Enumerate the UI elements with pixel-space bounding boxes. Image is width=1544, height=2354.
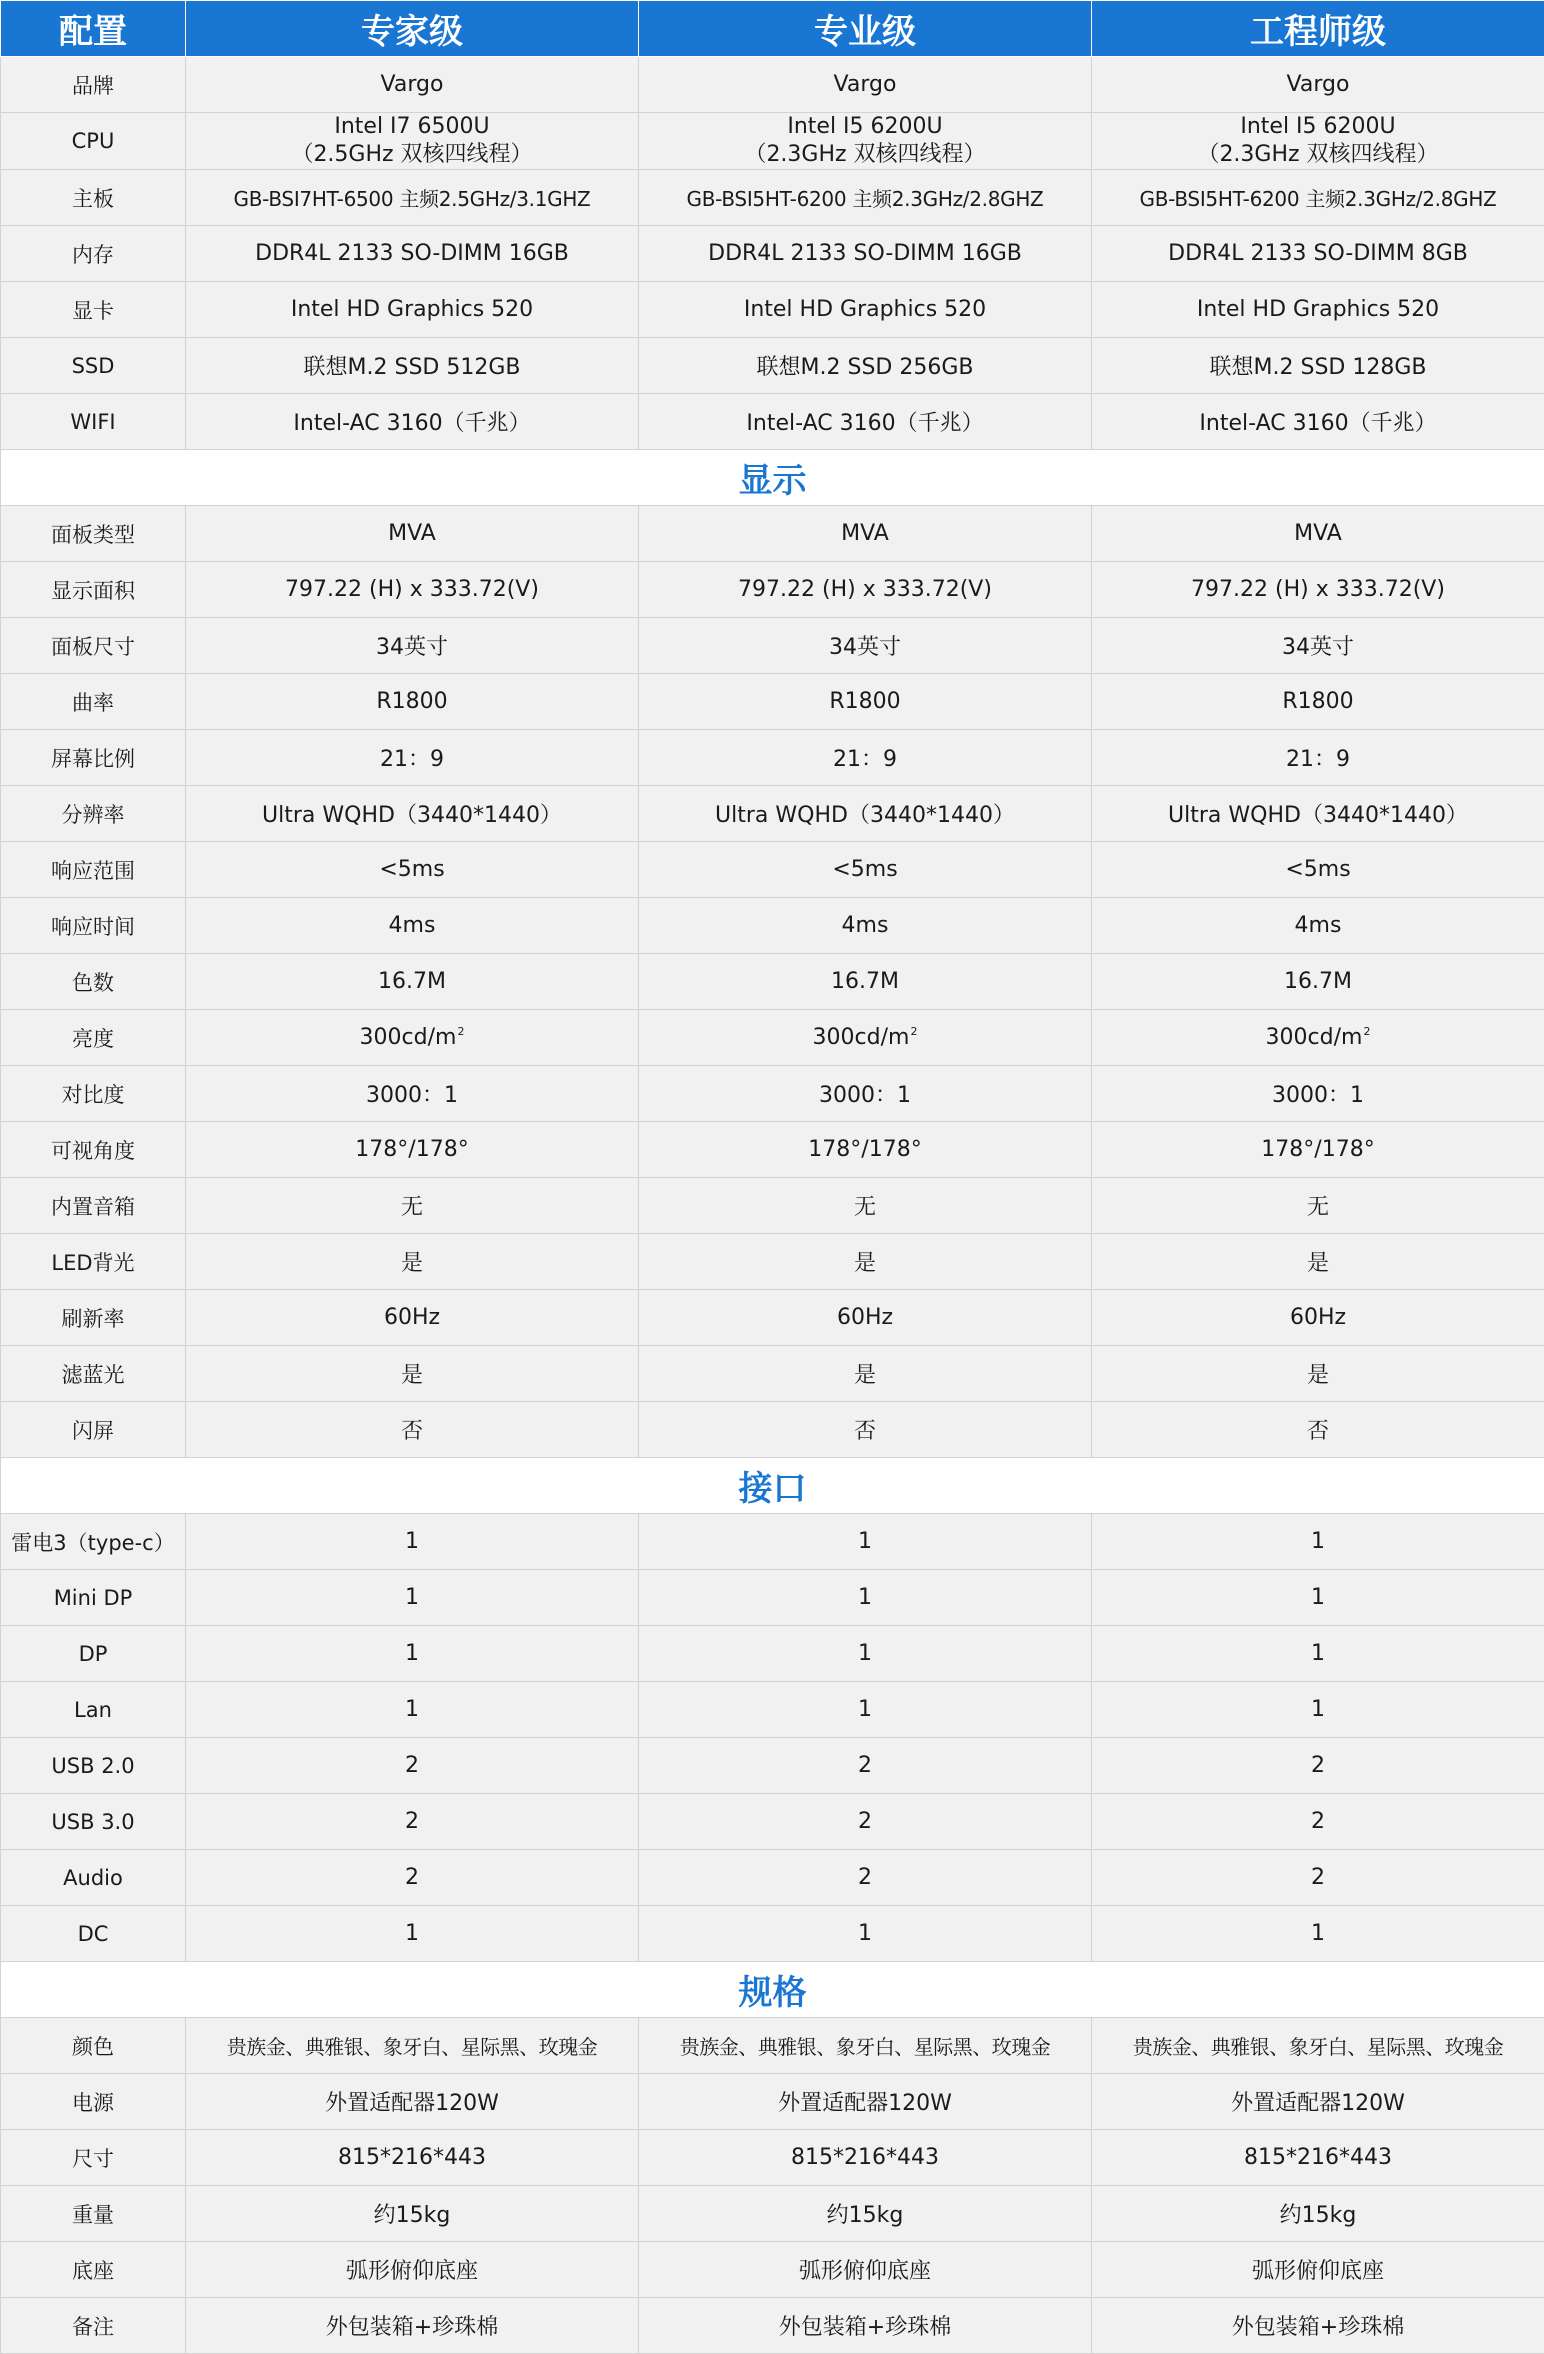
table-row bbox=[1, 1290, 1544, 1346]
value-cell: Vargo bbox=[186, 57, 639, 113]
row-label: Lan bbox=[1, 1682, 186, 1738]
header-tier-professional: 专业级 bbox=[639, 1, 1092, 57]
row-label: 分辨率 bbox=[1, 786, 186, 842]
value-cell bbox=[186, 1010, 639, 1066]
row-label: 滤蓝光 bbox=[1, 1346, 186, 1402]
row-label: DP bbox=[1, 1626, 186, 1682]
value-cell: 178°/178° bbox=[186, 1122, 639, 1178]
table-row bbox=[1, 1010, 1544, 1066]
value-cell bbox=[186, 113, 639, 170]
value-cell: 178°/178° bbox=[639, 1122, 1092, 1178]
value-cell: 否 bbox=[1092, 1402, 1544, 1458]
table-row bbox=[1, 394, 1544, 450]
value-cell: 外包装箱+珍珠棉 bbox=[186, 2298, 639, 2354]
value-cell: <5ms bbox=[639, 842, 1092, 898]
table-row bbox=[1, 2242, 1544, 2298]
header-config: 配置 bbox=[1, 1, 186, 57]
value-cell: DDR4L 2133 SO-DIMM 16GB bbox=[639, 226, 1092, 282]
value-cell: 3000：1 bbox=[1092, 1066, 1544, 1122]
row-label: WIFI bbox=[1, 394, 186, 450]
value-cell: Intel-AC 3160（千兆） bbox=[1092, 394, 1544, 450]
value-line: （2.5GHz 双核四线程） bbox=[188, 141, 636, 169]
value-cell: 1 bbox=[639, 1626, 1092, 1682]
value-cell: 2 bbox=[1092, 1738, 1544, 1794]
value-cell: 1 bbox=[186, 1570, 639, 1626]
unit-superscript: 2 bbox=[1363, 1025, 1370, 1038]
row-label: 响应范围 bbox=[1, 842, 186, 898]
row-label: 曲率 bbox=[1, 674, 186, 730]
value-cell: 60Hz bbox=[639, 1290, 1092, 1346]
row-label: 重量 bbox=[1, 2186, 186, 2242]
value-cell: 否 bbox=[639, 1402, 1092, 1458]
table-row bbox=[1, 506, 1544, 562]
row-label: 对比度 bbox=[1, 1066, 186, 1122]
row-label: 颜色 bbox=[1, 2018, 186, 2074]
value-cell: 是 bbox=[639, 1346, 1092, 1402]
table-row bbox=[1, 786, 1544, 842]
value-cell: DDR4L 2133 SO-DIMM 8GB bbox=[1092, 226, 1544, 282]
row-label: 备注 bbox=[1, 2298, 186, 2354]
table-row bbox=[1, 226, 1544, 282]
value-cell: 1 bbox=[639, 1682, 1092, 1738]
value-cell: 1 bbox=[1092, 1570, 1544, 1626]
table-row bbox=[1, 842, 1544, 898]
section-header-row bbox=[1, 450, 1544, 506]
value-cell: 1 bbox=[1092, 1682, 1544, 1738]
row-label: 闪屏 bbox=[1, 1402, 186, 1458]
value-cell: 2 bbox=[1092, 1850, 1544, 1906]
value-cell: 1 bbox=[186, 1906, 639, 1962]
row-label: Mini DP bbox=[1, 1570, 186, 1626]
table-row bbox=[1, 2074, 1544, 2130]
table-row bbox=[1, 1346, 1544, 1402]
value-cell: 797.22 (H) x 333.72(V) bbox=[639, 562, 1092, 618]
row-label: USB 2.0 bbox=[1, 1738, 186, 1794]
value-cell: 21：9 bbox=[186, 730, 639, 786]
value-cell: 815*216*443 bbox=[639, 2130, 1092, 2186]
value-cell: GB-BSI7HT-6500 主频2.5GHz/3.1GHZ bbox=[186, 170, 639, 226]
value-cell: Intel HD Graphics 520 bbox=[639, 282, 1092, 338]
table-row bbox=[1, 170, 1544, 226]
value-cell: R1800 bbox=[639, 674, 1092, 730]
value-cell: 联想M.2 SSD 512GB bbox=[186, 338, 639, 394]
value-cell: MVA bbox=[639, 506, 1092, 562]
value-cell: 797.22 (H) x 333.72(V) bbox=[186, 562, 639, 618]
value-cell: 是 bbox=[639, 1234, 1092, 1290]
row-label: CPU bbox=[1, 113, 186, 170]
value-cell: 34英寸 bbox=[186, 618, 639, 674]
row-label: 可视角度 bbox=[1, 1122, 186, 1178]
value-cell: 约15kg bbox=[186, 2186, 639, 2242]
value-cell: 1 bbox=[1092, 1626, 1544, 1682]
value-cell: Intel HD Graphics 520 bbox=[186, 282, 639, 338]
value-cell: 是 bbox=[1092, 1346, 1544, 1402]
value-cell: 2 bbox=[186, 1738, 639, 1794]
value-cell: 2 bbox=[639, 1850, 1092, 1906]
row-label: 亮度 bbox=[1, 1010, 186, 1066]
value-text: 300cd/m bbox=[813, 1025, 910, 1050]
table-row bbox=[1, 2186, 1544, 2242]
table-row bbox=[1, 2130, 1544, 2186]
table-row bbox=[1, 1178, 1544, 1234]
row-label: 内置音箱 bbox=[1, 1178, 186, 1234]
table-row bbox=[1, 1402, 1544, 1458]
value-cell: 2 bbox=[639, 1794, 1092, 1850]
value-cell bbox=[639, 113, 1092, 170]
value-cell: R1800 bbox=[186, 674, 639, 730]
value-cell: Intel-AC 3160（千兆） bbox=[186, 394, 639, 450]
value-text: 300cd/m bbox=[1266, 1025, 1363, 1050]
value-cell: 约15kg bbox=[1092, 2186, 1544, 2242]
section-title: 接口 bbox=[1, 1458, 1544, 1514]
table-row bbox=[1, 1682, 1544, 1738]
value-cell: 3000：1 bbox=[186, 1066, 639, 1122]
value-cell: 815*216*443 bbox=[1092, 2130, 1544, 2186]
row-label: LED背光 bbox=[1, 1234, 186, 1290]
value-cell: <5ms bbox=[186, 842, 639, 898]
value-cell: 贵族金、典雅银、象牙白、星际黑、玫瑰金 bbox=[1092, 2018, 1544, 2074]
value-line: Intel I5 6200U bbox=[1094, 113, 1542, 141]
value-cell: 1 bbox=[639, 1906, 1092, 1962]
value-cell: 34英寸 bbox=[1092, 618, 1544, 674]
value-cell: 外置适配器120W bbox=[1092, 2074, 1544, 2130]
row-label: 雷电3（type-c） bbox=[1, 1514, 186, 1570]
value-cell: 60Hz bbox=[186, 1290, 639, 1346]
table-row bbox=[1, 1122, 1544, 1178]
table-row bbox=[1, 1906, 1544, 1962]
table-body bbox=[1, 57, 1544, 2354]
value-cell: 16.7M bbox=[186, 954, 639, 1010]
header-tier-expert: 专家级 bbox=[186, 1, 639, 57]
value-cell: 21：9 bbox=[1092, 730, 1544, 786]
value-cell: GB-BSI5HT-6200 主频2.3GHz/2.8GHZ bbox=[639, 170, 1092, 226]
value-cell: 1 bbox=[186, 1514, 639, 1570]
row-label: Audio bbox=[1, 1850, 186, 1906]
value-cell: 1 bbox=[186, 1626, 639, 1682]
value-cell: 178°/178° bbox=[1092, 1122, 1544, 1178]
value-cell: 16.7M bbox=[1092, 954, 1544, 1010]
row-label: 响应时间 bbox=[1, 898, 186, 954]
value-cell: 是 bbox=[186, 1234, 639, 1290]
table-row bbox=[1, 1234, 1544, 1290]
value-cell: Ultra WQHD（3440*1440） bbox=[186, 786, 639, 842]
header-tier-engineer: 工程师级 bbox=[1092, 1, 1544, 57]
row-label: 主板 bbox=[1, 170, 186, 226]
value-cell: 21：9 bbox=[639, 730, 1092, 786]
row-label: 面板尺寸 bbox=[1, 618, 186, 674]
value-cell: 34英寸 bbox=[639, 618, 1092, 674]
value-cell: 是 bbox=[186, 1346, 639, 1402]
unit-superscript: 2 bbox=[457, 1025, 464, 1038]
section-header-row bbox=[1, 1458, 1544, 1514]
table-row bbox=[1, 57, 1544, 113]
table-row bbox=[1, 1738, 1544, 1794]
table-row bbox=[1, 1066, 1544, 1122]
row-label: 显卡 bbox=[1, 282, 186, 338]
value-cell: 16.7M bbox=[639, 954, 1092, 1010]
value-cell: 1 bbox=[639, 1514, 1092, 1570]
value-cell: Vargo bbox=[1092, 57, 1544, 113]
value-cell: Vargo bbox=[639, 57, 1092, 113]
value-cell: 无 bbox=[186, 1178, 639, 1234]
section-title: 显示 bbox=[1, 450, 1544, 506]
row-label: 刷新率 bbox=[1, 1290, 186, 1346]
value-cell: 1 bbox=[186, 1682, 639, 1738]
row-label: 面板类型 bbox=[1, 506, 186, 562]
value-cell: Intel-AC 3160（千兆） bbox=[639, 394, 1092, 450]
value-cell: 贵族金、典雅银、象牙白、星际黑、玫瑰金 bbox=[186, 2018, 639, 2074]
value-cell: 1 bbox=[639, 1570, 1092, 1626]
row-label: USB 3.0 bbox=[1, 1794, 186, 1850]
table-row bbox=[1, 954, 1544, 1010]
table-row bbox=[1, 1626, 1544, 1682]
table-row bbox=[1, 338, 1544, 394]
table-row bbox=[1, 1850, 1544, 1906]
value-cell: 2 bbox=[186, 1850, 639, 1906]
value-cell: 约15kg bbox=[639, 2186, 1092, 2242]
value-cell: MVA bbox=[186, 506, 639, 562]
value-cell: 797.22 (H) x 333.72(V) bbox=[1092, 562, 1544, 618]
table-row bbox=[1, 562, 1544, 618]
row-label: 内存 bbox=[1, 226, 186, 282]
value-cell: MVA bbox=[1092, 506, 1544, 562]
value-cell: 外置适配器120W bbox=[186, 2074, 639, 2130]
value-cell: 外包装箱+珍珠棉 bbox=[1092, 2298, 1544, 2354]
table-row bbox=[1, 113, 1544, 170]
table-row bbox=[1, 730, 1544, 786]
value-cell: 1 bbox=[1092, 1514, 1544, 1570]
row-label: 色数 bbox=[1, 954, 186, 1010]
value-cell: 弧形俯仰底座 bbox=[639, 2242, 1092, 2298]
row-label: 显示面积 bbox=[1, 562, 186, 618]
value-cell bbox=[1092, 113, 1544, 170]
value-line: Intel I7 6500U bbox=[188, 113, 636, 141]
value-cell: DDR4L 2133 SO-DIMM 16GB bbox=[186, 226, 639, 282]
value-cell: 2 bbox=[1092, 1794, 1544, 1850]
table-row bbox=[1, 674, 1544, 730]
value-line: （2.3GHz 双核四线程） bbox=[641, 141, 1089, 169]
value-cell: 外置适配器120W bbox=[639, 2074, 1092, 2130]
value-cell: GB-BSI5HT-6200 主频2.3GHz/2.8GHZ bbox=[1092, 170, 1544, 226]
table-row bbox=[1, 2018, 1544, 2074]
table-row bbox=[1, 1794, 1544, 1850]
section-header-row bbox=[1, 1962, 1544, 2018]
value-text: 300cd/m bbox=[360, 1025, 457, 1050]
value-cell: 2 bbox=[186, 1794, 639, 1850]
value-cell: <5ms bbox=[1092, 842, 1544, 898]
value-cell: 4ms bbox=[639, 898, 1092, 954]
value-cell: 弧形俯仰底座 bbox=[186, 2242, 639, 2298]
value-cell: 否 bbox=[186, 1402, 639, 1458]
value-cell: 60Hz bbox=[1092, 1290, 1544, 1346]
table-row bbox=[1, 282, 1544, 338]
value-line: （2.3GHz 双核四线程） bbox=[1094, 141, 1542, 169]
row-label: 电源 bbox=[1, 2074, 186, 2130]
value-cell: Ultra WQHD（3440*1440） bbox=[639, 786, 1092, 842]
unit-superscript: 2 bbox=[910, 1025, 917, 1038]
value-cell: 无 bbox=[1092, 1178, 1544, 1234]
value-cell: Ultra WQHD（3440*1440） bbox=[1092, 786, 1544, 842]
value-cell: R1800 bbox=[1092, 674, 1544, 730]
value-cell: 联想M.2 SSD 256GB bbox=[639, 338, 1092, 394]
value-cell bbox=[639, 1010, 1092, 1066]
value-line: Intel I5 6200U bbox=[641, 113, 1089, 141]
row-label: 品牌 bbox=[1, 57, 186, 113]
section-title: 规格 bbox=[1, 1962, 1544, 2018]
value-cell: 是 bbox=[1092, 1234, 1544, 1290]
value-cell: 4ms bbox=[1092, 898, 1544, 954]
value-cell: 外包装箱+珍珠棉 bbox=[639, 2298, 1092, 2354]
value-cell: 联想M.2 SSD 128GB bbox=[1092, 338, 1544, 394]
table-row bbox=[1, 618, 1544, 674]
value-cell: 贵族金、典雅银、象牙白、星际黑、玫瑰金 bbox=[639, 2018, 1092, 2074]
row-label: 底座 bbox=[1, 2242, 186, 2298]
value-cell: 815*216*443 bbox=[186, 2130, 639, 2186]
value-cell: 4ms bbox=[186, 898, 639, 954]
value-cell: Intel HD Graphics 520 bbox=[1092, 282, 1544, 338]
table-row bbox=[1, 2298, 1544, 2354]
row-label: SSD bbox=[1, 338, 186, 394]
value-cell: 1 bbox=[1092, 1906, 1544, 1962]
table-row bbox=[1, 1570, 1544, 1626]
row-label: DC bbox=[1, 1906, 186, 1962]
value-cell: 弧形俯仰底座 bbox=[1092, 2242, 1544, 2298]
value-cell bbox=[1092, 1010, 1544, 1066]
table-row bbox=[1, 1514, 1544, 1570]
row-label: 尺寸 bbox=[1, 2130, 186, 2186]
header-row bbox=[1, 1, 1544, 57]
value-cell: 无 bbox=[639, 1178, 1092, 1234]
value-cell: 2 bbox=[639, 1738, 1092, 1794]
value-cell: 3000：1 bbox=[639, 1066, 1092, 1122]
row-label: 屏幕比例 bbox=[1, 730, 186, 786]
table-row bbox=[1, 898, 1544, 954]
